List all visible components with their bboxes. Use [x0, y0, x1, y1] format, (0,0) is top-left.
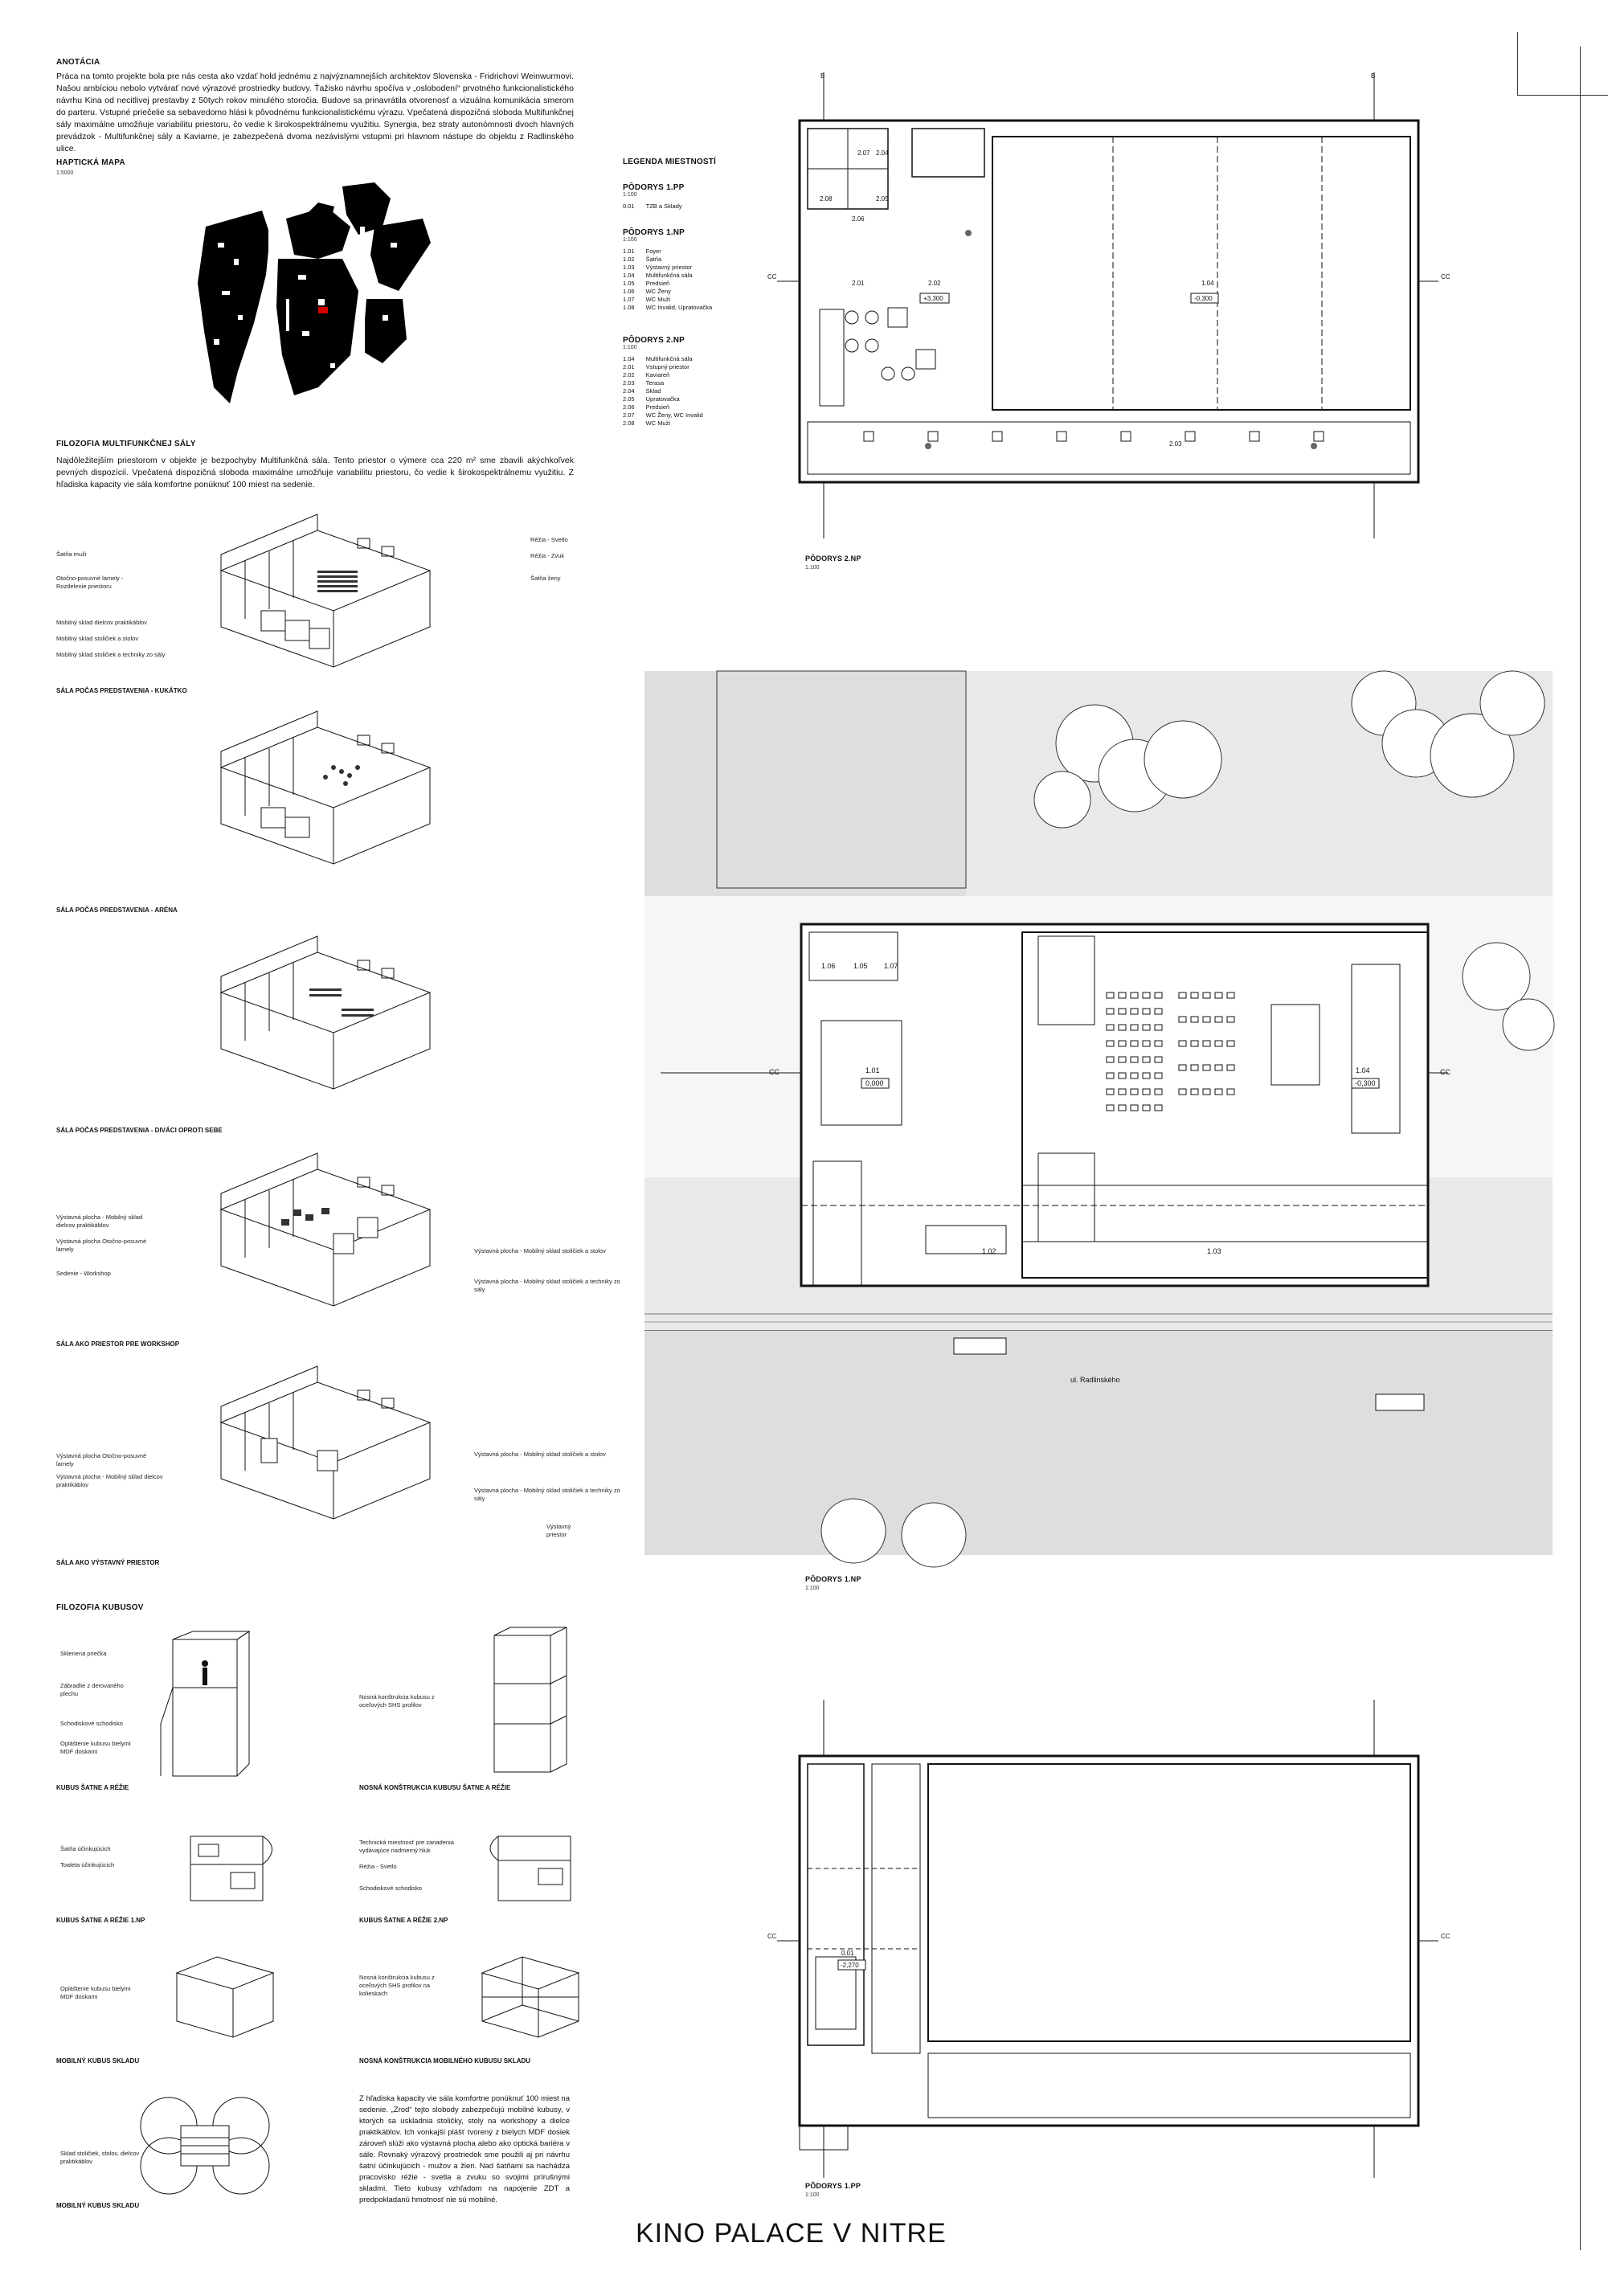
legend-group-1pp	[623, 183, 694, 211]
legend-code: 1.02	[623, 256, 635, 263]
level-tag: -0,300	[1194, 295, 1213, 302]
section-tag: CC	[767, 273, 777, 280]
legend-code: 2.07	[623, 411, 635, 419]
cube-storage-plan	[137, 2093, 273, 2198]
floor-plan-2np	[767, 68, 1450, 550]
cube1-label-2: Zábradlie z derovaného plechu	[60, 1682, 124, 1697]
legend-room: Kaviareň	[645, 371, 670, 379]
plan2np-title: PÔDORYS 2.NP	[805, 555, 861, 563]
legend-room: Multifunkčná sála	[645, 272, 693, 279]
haptic-map-scale: 1:5000	[56, 170, 74, 176]
diagram1-caption: SÁLA POČAS PREDSTAVENIA - KUKÁTKO	[56, 687, 187, 694]
cube4-label-3: Schodiskové schodisko	[359, 1885, 422, 1892]
dia5-label-2: Výstavná plocha - Mobilný sklad dielcov praktikáblov	[56, 1473, 163, 1488]
cube1-label-4: Opláštenie kubusu bielymi MDF doskami	[60, 1740, 131, 1755]
cube-dressing	[161, 1627, 257, 1788]
room-tag: 2.04	[876, 149, 889, 157]
legend-room: Vstupný priestor	[645, 363, 689, 370]
room-tag: 1.07	[884, 962, 898, 970]
section-tag: CC	[1441, 273, 1450, 280]
dia4-label-2: Výstavná plocha Otočno-posuvné lamely	[56, 1238, 147, 1253]
cube7-label-1: Sklad stoličiek, stolov, dielcov praktikáblov	[60, 2150, 140, 2165]
dia1-label-1: Šatňa muži	[56, 550, 87, 558]
diagram-kukatko	[56, 518, 579, 695]
legend-code: 1.05	[623, 280, 635, 287]
cube-dressing-1np-plan	[186, 1832, 283, 1905]
cube5-label-1: Opláštenie kubusu bielymi MDF doskami	[60, 1985, 131, 2000]
dia4-label-1: Výstavná plocha - Mobilný sklad dielcov praktikáblov	[56, 1213, 143, 1229]
legend-heading: LEGENDA MIESTNOSTÍ	[623, 158, 717, 166]
room-tag: 1.02	[982, 1247, 996, 1255]
plan2np-scale: 1:100	[805, 565, 820, 571]
legend-code: 0.01	[623, 203, 635, 210]
cube6-label-1: Nosná konštrukcia kubusu z oceľových SHS profilov na kolieskach	[359, 1974, 435, 1997]
legend-room: WC Ženy, WC Invalid	[645, 411, 703, 419]
room-tag: 2.05	[876, 195, 889, 203]
cube4-caption: KUBUS ŠATNE A RÉŽIE 2.NP	[359, 1917, 448, 1924]
room-tag: 0.01	[841, 1950, 854, 1957]
legend-code: 2.04	[623, 387, 635, 395]
room-tag: 2.07	[857, 149, 870, 157]
cubes-heading: FILOZOFIA KUBUSOV	[56, 1603, 144, 1612]
dia1-label-3: Mobilný sklad dielcov praktikáblov	[56, 619, 147, 626]
plan1np-scale: 1:100	[805, 1586, 820, 1591]
room-tag: 1.05	[853, 962, 868, 970]
diagram4-caption: SÁLA AKO PRIESTOR PRE WORKSHOP	[56, 1340, 180, 1348]
philosophy-text: Najdôležitejším priestorom v objekte je bezpochyby Multifunkčná sála. Tento priestor o výmere cca 220 m² sme zbavili akýchkoľvek pevných dispozícií. Vpečatená dispozičná sloboda maximálne umožňuje variabilitu priestoru, čo vedie k širokospektrálnemu využitiu. Z hľadiska kapacity vie sála komfortne ponúknuť 100 miest na sedenie.	[56, 456, 574, 489]
level-tag: -0,300	[1355, 1079, 1376, 1087]
cube3-label-1: Šatňa účinkujúcich	[60, 1845, 111, 1852]
cube6-caption: NOSNÁ KONŠTRUKCIA MOBILNÉHO KUBUSU SKLADU	[359, 2057, 531, 2065]
legend-room: Výstavný priestor	[645, 264, 693, 271]
dia5-label-r3: Výstavný priestor	[546, 1523, 571, 1538]
diagram3-caption: SÁLA POČAS PREDSTAVENIA - DIVÁCI OPROTI SEBE	[56, 1127, 223, 1134]
dia5-label-1: Výstavná plocha Otočno-posuvné lamely	[56, 1452, 147, 1467]
room-tag: 2.01	[852, 280, 865, 287]
cube2-caption: NOSNÁ KONŠTRUKCIA KUBUSU ŠATNE A RÉŽIE	[359, 1784, 511, 1791]
hall-isometric	[213, 522, 438, 683]
plan1np-title: PÔDORYS 1.NP	[805, 1575, 861, 1583]
cube1-label-3: Schodiskové schodisko	[60, 1720, 123, 1727]
legend-room: Foyer	[645, 248, 661, 255]
room-tag: 1.04	[1356, 1066, 1370, 1074]
plan1pp-title: PÔDORYS 1.PP	[805, 2182, 861, 2190]
legend-code: 2.01	[623, 363, 635, 370]
legend-code: 1.07	[623, 296, 635, 303]
dia1-label-r1: Réžia - Svetlo	[530, 536, 568, 543]
room-tag: 1.04	[1201, 280, 1214, 287]
legend-table	[623, 203, 694, 211]
diagram-exhibition	[56, 1370, 620, 1547]
cube4-label-1: Technická miestnosť pre zariadenia vydávajúce nadmerný hluk	[359, 1839, 454, 1854]
dia4-label-3: Sedenie - Workshop	[56, 1270, 111, 1277]
legend-room: Multifunkčná sála	[645, 355, 693, 362]
dia5-label-r1: Výstavná plocha - Mobilný sklad stoličiek a stolov	[474, 1451, 606, 1458]
level-tag: -2,270	[841, 1962, 859, 1969]
legend-room: Terasa	[645, 379, 665, 387]
title-box	[1517, 32, 1608, 96]
legend-group-title: PÔDORYS 2.NP	[623, 336, 685, 345]
legend-group-scale: 1:100	[623, 192, 637, 198]
room-tag: 2.06	[852, 215, 865, 223]
dia1-label-4: Mobilný sklad stoličiek a stolov	[56, 635, 139, 642]
cube4-label-2: Réžia - Svetlo	[359, 1863, 397, 1870]
hall-isometric	[213, 944, 438, 1105]
legend-group-title: PÔDORYS 1.NP	[623, 228, 685, 237]
diagram2-caption: SÁLA POČAS PREDSTAVENIA - ARÉNA	[56, 907, 178, 914]
legend-code: 2.05	[623, 395, 635, 403]
legend-room: Upratovačka	[645, 395, 680, 403]
room-tag: 1.03	[1207, 1247, 1221, 1255]
legend-room: WC Muži	[645, 420, 671, 427]
section-tag: CC	[767, 1933, 777, 1940]
cube-storage	[169, 1953, 281, 2041]
cube-dressing-2np-plan	[494, 1832, 591, 1905]
room-tag: 2.02	[928, 280, 941, 287]
diagram-opposite	[213, 944, 438, 1109]
street-name: ul. Radlinského	[1070, 1376, 1120, 1384]
legend-room: WC Ženy	[645, 288, 671, 295]
level-tag: +3,300	[923, 295, 943, 302]
annotation-text: Práca na tomto projekte bola pre nás cesta ako vzdať hold jednému z najvýznamnejších architektov Slovenska - Fridrichovi Weinwurmovi. Našou ambíciou nebolo vytvárať nové výrazové prostriedky budovy. Ťažisko návrhu spočíva v „oslobodení“ prvotného funkcionalistického návrhu Kina od necitlivej prestavby z 50tych rokov minulého storočia. Budove sa prinavrátila otvorenosť a vizuálna komunikácia smerom do parteru. Vstupné priečelie sa sebavedomo hlási k pôvodnému funkcionalistickému výrazu. Vpečatená dispozičná sloboda Multifunkčnej sály maximálne umožňuje variabilitu priestoru, čo vedie k širokospektrálnemu využitiu. Synergia, bez straty autonómnosti dvoch hlavných prevádzok - Multifunkčnej sály a Kaviarne, je zabezpečená dvoma nezávislými vstupmi pri hlavnom nástupe do objektu z Radlinského ulice.	[56, 72, 574, 153]
diagram-arena	[213, 719, 438, 884]
hall-isometric	[213, 719, 438, 880]
room-tag: 2.03	[1169, 440, 1182, 448]
legend-room: Predsieň	[645, 280, 670, 287]
legend-code: 1.01	[623, 248, 635, 255]
dia1-label-5: Mobilný sklad stoličiek a techniky zo sály	[56, 651, 166, 658]
level-tag: 0,000	[865, 1079, 884, 1087]
hall-isometric	[213, 1374, 438, 1535]
section-tag: CC	[1440, 1068, 1450, 1076]
diagram-workshop	[56, 1157, 620, 1334]
philosophy-heading: FILOZOFIA MULTIFUNKČNEJ SÁLY	[56, 440, 196, 448]
legend-table	[623, 248, 723, 312]
legend-group-1np	[623, 228, 723, 312]
dia1-label-r2: Réžia - Zvuk	[530, 552, 565, 559]
plan1pp-scale: 1:100	[805, 2192, 820, 2198]
legend-group-2np	[623, 336, 714, 428]
cube5-caption: MOBILNÝ KUBUS SKLADU	[56, 2057, 140, 2065]
floor-plan-1np	[644, 671, 1553, 1555]
cube1-label-1: Sklenená priečka	[60, 1650, 107, 1657]
cubes-text: Z hľadiska kapacity vie sála komfortne ponúknuť 100 miest na sedenie. „Zrod“ tejto slobody zabezpečujú mobilné kubusy, v ktorých sa uskladnia stoličky, stoly na workshopy a dielce praktikáblov. Ich vonkajší plášť tvorený z bielych MDF dosiek zároveň slúži ako výstavná plocha alebo ako optická bariéra v sále. Rovnaký výrazový prostriedok sme použili aj pri návrhu šatní účinkujúcich - mužov a žien. Nad šatňami sa nachádza pracovisko réžie - svetla a zvuku so svojimi prírušnými skladmi. Tieto kubusy vzhľadom na napojenie ZDT a predpokladanú hmotnosť nie sú mobilné.	[359, 2094, 570, 2204]
legend-room: WC Muži	[645, 296, 671, 303]
dia1-label-2: Otočno-posuvné lamely - Rozdelenie priestoru	[56, 575, 124, 590]
cube-dressing-frame	[482, 1623, 571, 1784]
section-tag: CC	[1441, 1933, 1450, 1940]
room-tag: 1.01	[865, 1066, 880, 1074]
diagram5-caption: SÁLA AKO VÝSTAVNÝ PRIESTOR	[56, 1559, 160, 1566]
section-tag: CC	[769, 1068, 779, 1076]
legend-code: 2.08	[623, 420, 635, 427]
legend-code: 1.06	[623, 288, 635, 295]
haptic-map-heading: HAPTICKÁ MAPA	[56, 158, 125, 167]
section-tag: B	[1371, 72, 1376, 80]
project-title: KINO PALACE V NITRE	[636, 2218, 947, 2249]
annotation-heading: ANOTÁCIA	[56, 58, 100, 67]
legend-code: 1.04	[623, 272, 635, 279]
legend-room: Sklad	[645, 387, 661, 395]
legend-group-scale: 1:100	[623, 345, 637, 350]
cube7-caption: MOBILNÝ KUBUS SKLADU	[56, 2202, 140, 2209]
dia4-label-r1: Výstavná plocha - Mobilný sklad stoličiek a stolov	[474, 1247, 606, 1254]
legend-code: 2.02	[623, 371, 635, 379]
legend-room: Šatňa	[645, 256, 662, 263]
room-tag: 1.06	[821, 962, 836, 970]
legend-code: 2.06	[623, 403, 635, 411]
legend-code: 1.04	[623, 355, 635, 362]
legend-room: WC Invalid, Upratovačka	[645, 304, 713, 311]
cube2-label-1: Nosná konštrukcia kubusu z oceľových SHS profilov	[359, 1693, 435, 1709]
hall-isometric	[213, 1161, 438, 1322]
cube3-label-2: Toaleta účinkujúcich	[60, 1861, 115, 1868]
legend-code: 2.03	[623, 379, 635, 387]
haptic-map	[190, 178, 447, 411]
legend-group-scale: 1:100	[623, 237, 637, 243]
legend-room: Predsieň	[645, 403, 670, 411]
room-tag: 2.08	[820, 195, 833, 203]
dia5-label-r2: Výstavná plocha - Mobilný sklad stoličiek a techniky zo sály	[474, 1487, 620, 1502]
legend-room: TZB a Sklady	[645, 203, 682, 210]
floor-plan-1pp	[767, 1700, 1459, 2182]
section-tag: B	[820, 72, 825, 80]
cube-storage-frame	[474, 1953, 587, 2041]
legend-code: 1.03	[623, 264, 635, 271]
cube1-caption: KUBUS ŠATNE A RÉŽIE	[56, 1784, 129, 1791]
cube3-caption: KUBUS ŠATNE A RÉŽIE 1.NP	[56, 1917, 145, 1924]
legend-table	[623, 355, 714, 428]
dia4-label-r2: Výstavná plocha - Mobilný sklad stoličiek a techniky zo sály	[474, 1278, 620, 1293]
legend-group-title: PÔDORYS 1.PP	[623, 183, 685, 192]
legend-code: 1.08	[623, 304, 635, 311]
dia1-label-r3: Šatňa ženy	[530, 575, 561, 582]
